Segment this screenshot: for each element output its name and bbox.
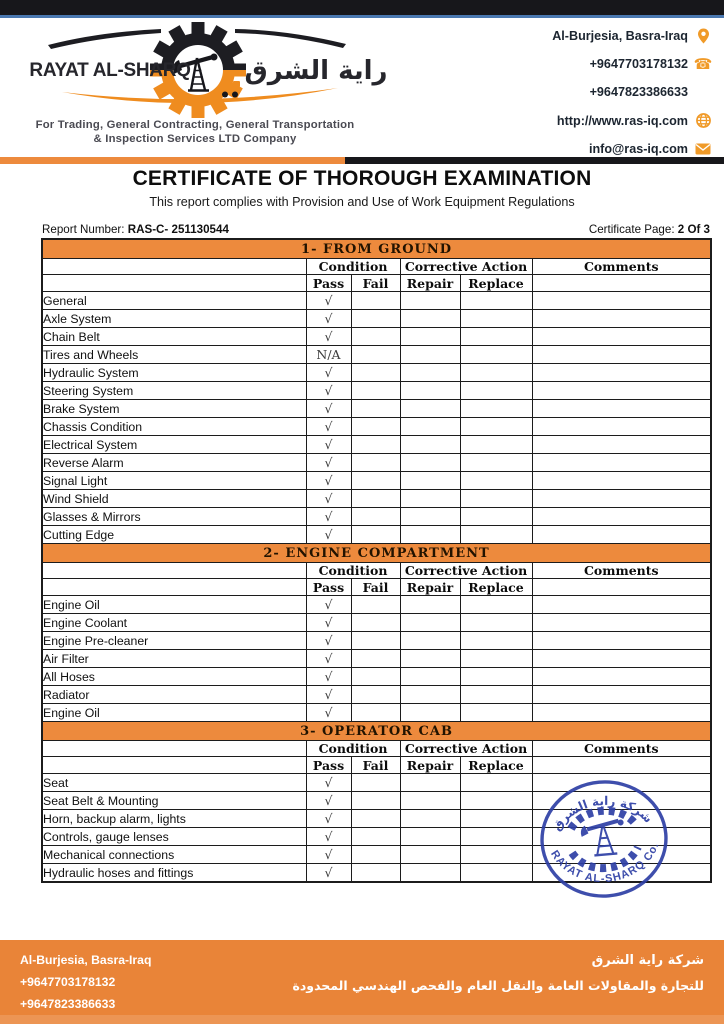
pass-mark: √: [306, 490, 351, 508]
fail-cell: [351, 810, 400, 828]
condition-header: Condition: [306, 563, 400, 579]
footer-company-name-ar: شركة راية الشرق: [591, 953, 704, 968]
corrective-action-header: Corrective Action: [400, 563, 532, 579]
checklist-row: [42, 436, 711, 454]
replace-header: Replace: [460, 579, 532, 596]
header-divider: [0, 157, 724, 164]
company-tagline: [20, 118, 370, 146]
logo-swoosh-left: [48, 29, 161, 49]
fail-cell: [351, 596, 400, 614]
item-name: Cutting Edge: [42, 526, 306, 544]
tagline-line2: & Inspection Services LTD Company: [93, 133, 297, 145]
fail-cell: [351, 704, 400, 722]
checklist-row: [42, 686, 711, 704]
checklist-row: [42, 614, 711, 632]
fail-cell: [351, 828, 400, 846]
item-name: Controls, gauge lenses: [42, 828, 306, 846]
divider-black: [345, 157, 724, 164]
item-name: Air Filter: [42, 650, 306, 668]
comments-cell: [532, 382, 711, 400]
comments-cell: [532, 526, 711, 544]
replace-header: Replace: [460, 757, 532, 774]
pass-mark: √: [306, 472, 351, 490]
replace-cell: [460, 328, 532, 346]
contact-phone1: [484, 50, 714, 78]
pass-mark: √: [306, 632, 351, 650]
replace-cell: [460, 614, 532, 632]
tagline-line1: For Trading, General Contracting, General Transportation: [35, 119, 355, 131]
footer-bar: [0, 940, 724, 1024]
fail-cell: [351, 328, 400, 346]
comments-cell: [532, 508, 711, 526]
repair-cell: [400, 668, 460, 686]
pass-mark: √: [306, 686, 351, 704]
repair-cell: [400, 828, 460, 846]
divider-orange: [0, 157, 345, 164]
pass-mark: √: [306, 418, 351, 436]
replace-cell: [460, 364, 532, 382]
comments-cell: [532, 292, 711, 310]
item-name: Mechanical connections: [42, 846, 306, 864]
replace-header: Replace: [460, 275, 532, 292]
comments-cell: [532, 614, 711, 632]
pass-mark: √: [306, 864, 351, 883]
checklist-row: [42, 508, 711, 526]
checklist-row: [42, 400, 711, 418]
globe-icon: [692, 113, 714, 128]
fail-cell: [351, 364, 400, 382]
header-group-row: [42, 259, 711, 275]
address-text: Al-Burjesia, Basra-Iraq: [552, 29, 688, 44]
pass-mark: √: [306, 792, 351, 810]
comments-cell: [532, 704, 711, 722]
repair-cell: [400, 490, 460, 508]
checklist-row: [42, 328, 711, 346]
repair-cell: [400, 436, 460, 454]
comments-cell: [532, 328, 711, 346]
fail-cell: [351, 418, 400, 436]
comments-header: Comments: [532, 741, 711, 757]
fail-cell: [351, 310, 400, 328]
item-name: Axle System: [42, 310, 306, 328]
repair-cell: [400, 864, 460, 883]
item-name: Reverse Alarm: [42, 454, 306, 472]
fail-header: Fail: [351, 757, 400, 774]
item-name: Tires and Wheels: [42, 346, 306, 364]
repair-cell: [400, 472, 460, 490]
checklist-row: [42, 418, 711, 436]
repair-cell: [400, 454, 460, 472]
checklist-row: [42, 632, 711, 650]
pass-mark: √: [306, 846, 351, 864]
checklist-row: [42, 472, 711, 490]
fail-cell: [351, 400, 400, 418]
pass-mark: √: [306, 400, 351, 418]
replace-cell: [460, 310, 532, 328]
document-title: CERTIFICATE OF THOROUGH EXAMINATION: [132, 167, 592, 190]
comments-cell: [532, 632, 711, 650]
location-pin-icon: [692, 28, 714, 44]
replace-cell: [460, 810, 532, 828]
comments-cell: [532, 418, 711, 436]
replace-cell: [460, 454, 532, 472]
checklist-row: [42, 668, 711, 686]
pass-mark: √: [306, 526, 351, 544]
envelope-icon: [692, 143, 714, 155]
company-stamp: [533, 772, 675, 905]
fail-cell: [351, 632, 400, 650]
item-name: Chain Belt: [42, 328, 306, 346]
comments-cell: [532, 400, 711, 418]
fail-cell: [351, 454, 400, 472]
corrective-action-header: Corrective Action: [400, 741, 532, 757]
repair-cell: [400, 614, 460, 632]
pass-mark: √: [306, 596, 351, 614]
item-name: Engine Coolant: [42, 614, 306, 632]
comments-header: Comments: [532, 259, 711, 275]
comments-cell: [532, 364, 711, 382]
certificate-page-value: 2 Of 3: [677, 223, 710, 236]
item-name: All Hoses: [42, 668, 306, 686]
repair-cell: [400, 292, 460, 310]
contact-website: [484, 107, 714, 135]
pass-mark: √: [306, 828, 351, 846]
checklist-row: [42, 292, 711, 310]
company-logo: [28, 22, 388, 122]
item-header-empty: [42, 275, 306, 292]
report-number: [42, 223, 229, 236]
fail-cell: [351, 436, 400, 454]
checklist-row: [42, 454, 711, 472]
replace-cell: [460, 526, 532, 544]
fail-cell: [351, 864, 400, 883]
section-title: 1- FROM GROUND: [42, 239, 711, 259]
pass-mark: √: [306, 774, 351, 792]
replace-cell: [460, 596, 532, 614]
item-name: General: [42, 292, 306, 310]
pass-mark: √: [306, 454, 351, 472]
repair-cell: [400, 328, 460, 346]
checklist-row: [42, 490, 711, 508]
telephone-icon: ☎: [693, 55, 713, 73]
repair-cell: [400, 310, 460, 328]
phone2-text: +9647823386633: [589, 85, 688, 100]
item-name: Radiator: [42, 686, 306, 704]
repair-header: Repair: [400, 579, 460, 596]
repair-cell: [400, 810, 460, 828]
repair-cell: [400, 400, 460, 418]
footer-company-tagline-ar: للتجارة والمقاولات العامة والنقل العام والفحص الهندسي المحدودة: [292, 978, 704, 993]
comments-cell: [532, 686, 711, 704]
comments-header-empty: [532, 757, 711, 774]
report-number-value: RAS-C- 251130544: [127, 223, 229, 236]
fail-cell: [351, 614, 400, 632]
header-columns-row: [42, 579, 711, 596]
item-header-empty: [42, 563, 306, 579]
fail-cell: [351, 846, 400, 864]
footer-company-arabic: [293, 948, 705, 998]
pass-mark: √: [306, 364, 351, 382]
item-name: Steering System: [42, 382, 306, 400]
replace-cell: [460, 508, 532, 526]
fail-header: Fail: [351, 275, 400, 292]
replace-cell: [460, 650, 532, 668]
replace-cell: [460, 864, 532, 883]
replace-cell: [460, 382, 532, 400]
replace-cell: [460, 686, 532, 704]
contact-address: [484, 22, 714, 50]
checklist-row: [42, 596, 711, 614]
repair-cell: [400, 364, 460, 382]
pass-mark: √: [306, 810, 351, 828]
repair-cell: [400, 632, 460, 650]
item-name: Glasses & Mirrors: [42, 508, 306, 526]
fail-cell: [351, 382, 400, 400]
company-name-en: RAYAT AL-SHARQ: [29, 60, 191, 81]
comments-cell: [532, 596, 711, 614]
checklist-row: [42, 704, 711, 722]
checklist-row: [42, 526, 711, 544]
certificate-page: [589, 223, 710, 236]
item-header-empty: [42, 579, 306, 596]
repair-cell: [400, 846, 460, 864]
replace-cell: [460, 792, 532, 810]
pass-mark: √: [306, 704, 351, 722]
item-name: Engine Pre-cleaner: [42, 632, 306, 650]
pass-mark: N/A: [306, 346, 351, 364]
fail-cell: [351, 508, 400, 526]
pass-mark: √: [306, 292, 351, 310]
replace-cell: [460, 490, 532, 508]
checklist-row: [42, 346, 711, 364]
repair-cell: [400, 686, 460, 704]
header-group-row: [42, 563, 711, 579]
item-header-empty: [42, 259, 306, 275]
comments-header-empty: [532, 579, 711, 596]
footer-address: Al-Burjesia, Basra-Iraq: [20, 953, 152, 967]
top-bar: [0, 0, 724, 18]
fail-cell: [351, 472, 400, 490]
certificate-page-label: Certificate Page:: [588, 223, 675, 236]
comments-cell: [532, 490, 711, 508]
item-name: Horn, backup alarm, lights: [42, 810, 306, 828]
footer-phone1: +9647703178132: [20, 975, 116, 989]
section-band-row: [42, 722, 711, 741]
replace-cell: [460, 418, 532, 436]
fail-cell: [351, 346, 400, 364]
repair-header: Repair: [400, 275, 460, 292]
item-name: Brake System: [42, 400, 306, 418]
pass-header: Pass: [306, 579, 351, 596]
item-name: Seat Belt & Mounting: [42, 792, 306, 810]
corrective-action-header: Corrective Action: [400, 259, 532, 275]
stamp-english-text: RAYAT AL-SHARQ Co.: [548, 840, 662, 886]
fail-cell: [351, 490, 400, 508]
section-band-row: [42, 544, 711, 563]
fail-cell: [351, 774, 400, 792]
footer-phone2: +9647823386633: [20, 997, 116, 1011]
comments-cell: [532, 346, 711, 364]
repair-cell: [400, 526, 460, 544]
repair-cell: [400, 792, 460, 810]
document-subtitle: This report complies with Provision and Use of Work Equipment Regulations: [149, 195, 575, 209]
pass-mark: √: [306, 328, 351, 346]
comments-header-empty: [532, 275, 711, 292]
replace-cell: [460, 668, 532, 686]
replace-cell: [460, 774, 532, 792]
website-text: http://www.ras-iq.com: [556, 113, 688, 128]
comments-cell: [532, 310, 711, 328]
checklist-row: [42, 650, 711, 668]
fail-header: Fail: [351, 579, 400, 596]
fail-cell: [351, 686, 400, 704]
item-name: Seat: [42, 774, 306, 792]
replace-cell: [460, 400, 532, 418]
pass-mark: √: [306, 310, 351, 328]
header-columns-row: [42, 757, 711, 774]
checklist-row: [42, 382, 711, 400]
fail-cell: [351, 650, 400, 668]
email-text: info@ras-iq.com: [588, 141, 688, 156]
section-title: 3- OPERATOR CAB: [42, 722, 711, 741]
repair-cell: [400, 346, 460, 364]
pass-mark: √: [306, 668, 351, 686]
report-number-label: Report Number:: [42, 223, 125, 236]
stamp-pumpjack-icon: [580, 819, 626, 856]
comments-cell: [532, 668, 711, 686]
item-header-empty: [42, 741, 306, 757]
replace-cell: [460, 632, 532, 650]
pass-mark: √: [306, 650, 351, 668]
contact-block: [484, 22, 714, 163]
replace-cell: [460, 292, 532, 310]
section-title: 2- ENGINE COMPARTMENT: [42, 544, 711, 563]
item-name: Engine Oil: [42, 704, 306, 722]
replace-cell: [460, 346, 532, 364]
item-name: Hydraulic System: [42, 364, 306, 382]
repair-cell: [400, 650, 460, 668]
item-name: Signal Light: [42, 472, 306, 490]
repair-cell: [400, 774, 460, 792]
stamp-gear-icon: [569, 808, 640, 871]
fail-cell: [351, 292, 400, 310]
repair-cell: [400, 704, 460, 722]
pass-mark: √: [306, 436, 351, 454]
fail-cell: [351, 526, 400, 544]
item-name: Chassis Condition: [42, 418, 306, 436]
comments-header: Comments: [532, 563, 711, 579]
item-header-empty: [42, 757, 306, 774]
pass-mark: √: [306, 382, 351, 400]
report-meta-row: [42, 223, 710, 236]
comments-cell: [532, 436, 711, 454]
contact-phone2: [484, 78, 714, 106]
replace-cell: [460, 472, 532, 490]
repair-cell: [400, 382, 460, 400]
pass-mark: √: [306, 508, 351, 526]
repair-header: Repair: [400, 757, 460, 774]
item-name: Engine Oil: [42, 596, 306, 614]
header-columns-row: [42, 275, 711, 292]
company-name-ar: راية الشرق: [244, 56, 388, 86]
item-name: Electrical System: [42, 436, 306, 454]
repair-cell: [400, 596, 460, 614]
replace-cell: [460, 828, 532, 846]
comments-cell: [532, 650, 711, 668]
fail-cell: [351, 668, 400, 686]
pass-header: Pass: [306, 757, 351, 774]
replace-cell: [460, 846, 532, 864]
item-name: Wind Shield: [42, 490, 306, 508]
checklist-row: [42, 310, 711, 328]
replace-cell: [460, 704, 532, 722]
fail-cell: [351, 792, 400, 810]
checklist-row: [42, 364, 711, 382]
comments-cell: [532, 454, 711, 472]
condition-header: Condition: [306, 259, 400, 275]
stamp-arabic-text: شركة راية الشرق: [549, 793, 656, 834]
comments-cell: [532, 472, 711, 490]
section-band-row: [42, 239, 711, 259]
header-group-row: [42, 741, 711, 757]
pass-header: Pass: [306, 275, 351, 292]
phone1-text: +9647703178132: [589, 57, 688, 72]
repair-cell: [400, 418, 460, 436]
condition-header: Condition: [306, 741, 400, 757]
replace-cell: [460, 436, 532, 454]
repair-cell: [400, 508, 460, 526]
footer-contact: [20, 949, 151, 1015]
logo-swoosh-right: [235, 29, 346, 48]
item-name: Hydraulic hoses and fittings: [42, 864, 306, 883]
pass-mark: √: [306, 614, 351, 632]
